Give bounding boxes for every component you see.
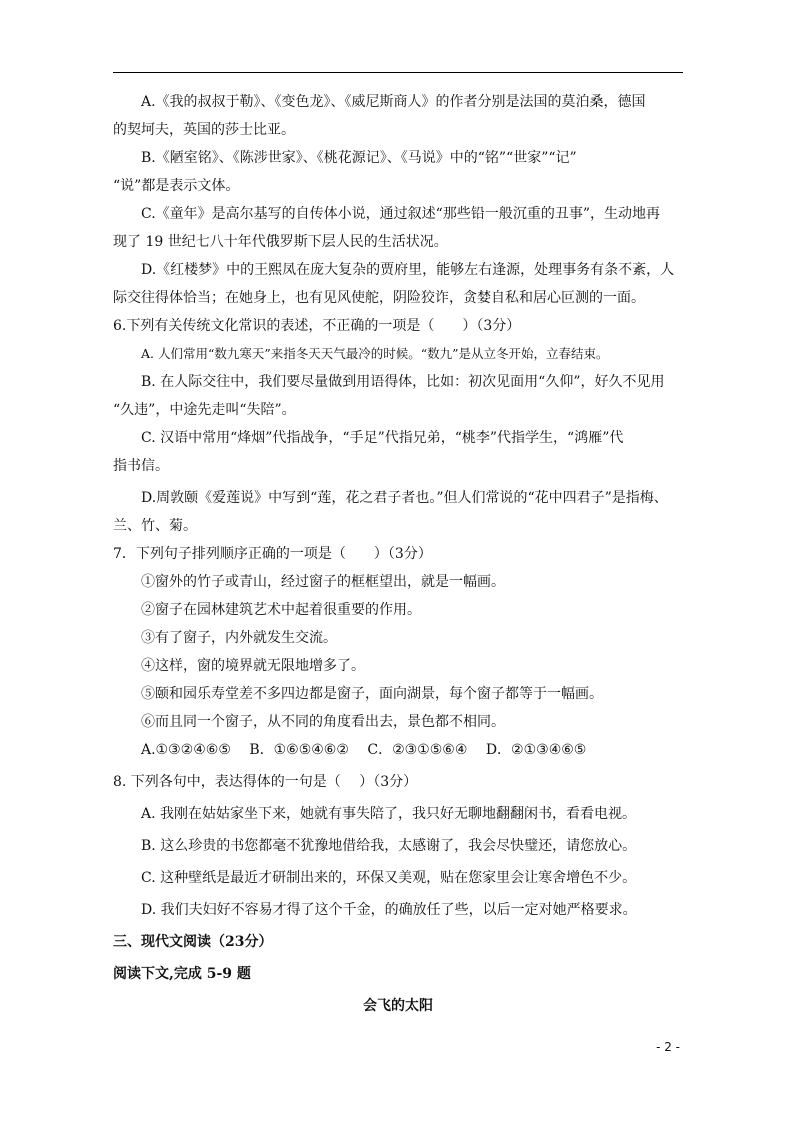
text-line: ③有了窗子，内外就发生交流。 [141, 630, 337, 646]
reading-instruction: 阅读下文,完成 5-9 题 [113, 966, 251, 982]
text-line: C. 这种壁纸是最近才研制出来的，环保又美观，贴在您家里会让寒舍增色不少。 [141, 870, 637, 886]
text-line: ⑥而且同一个窗子，从不同的角度看出去，景色都不相同。 [141, 714, 505, 730]
text-line: B. 这么珍贵的书您都毫不犹豫地借给我，太感谢了，我会尽快璧还，请您放心。 [141, 838, 637, 854]
text-line: B. 在人际交往中，我们要尽量做到用语得体，比如：初次见面用“久仰”，好久不见用 [141, 374, 665, 390]
text-line: 的契坷夫，英国的莎士比亚。 [113, 122, 295, 138]
text-line: 7．下列句子排列顺序正确的一项是（ ）（3分） [113, 546, 432, 562]
article-title: 会飞的太阳 [363, 998, 433, 1014]
page-number: - 2 - [656, 1040, 680, 1054]
text-line: A.《我的叔叔于勒》、《变色龙》、《威尼斯商人》的作者分别是法国的莫泊桑，德国 [141, 94, 646, 110]
text-line: D. 我们夫妇好不容易才得了这个千金，的确放任了些，以后一定对她严格要求。 [141, 902, 637, 918]
text-line: “说”都是表示文体。 [113, 178, 240, 194]
text-line: 现了 19 世纪七八十年代俄罗斯下层人民的生活状况。 [113, 234, 448, 250]
text-line: “久违”，中途先走叫“失陪”。 [113, 402, 296, 418]
text-line: D.周敦颐《爱莲说》中写到“莲，花之君子者也。”但人们常说的“花中四君子”是指梅、 [141, 490, 668, 506]
text-lines [113, 88, 683, 924]
text-line: 8. 下列各句中，表达得体的一句是（ ）（3分） [113, 774, 418, 790]
page-content [113, 88, 683, 1020]
text-line: 指书信。 [113, 458, 169, 474]
text-line: 兰、竹、菊。 [113, 518, 197, 534]
text-line: C.《童年》是高尔基写的自传体小说，通过叙述“那些铅一般沉重的丑事”，生动地再 [141, 206, 660, 222]
text-line: D.《红楼梦》中的王熙凤在庞大复杂的贾府里，能够左右逢源，处理事务有条不紊，人 [141, 262, 675, 278]
text-line: C. 汉语中常用“烽烟”代指战争，“手足”代指兄弟，“桃李”代指学生，“鸿雁”代 [141, 430, 624, 446]
text-line: ②窗子在园林建筑艺术中起着很重要的作用。 [141, 602, 421, 618]
text-line: A. 人们常用“数九寒天”来指冬天天气最冷的时候。“数九”是从立冬开始，立春结束。 [141, 346, 609, 361]
text-line: ①窗外的竹子或青山，经过窗子的框框望出，就是一幅画。 [141, 574, 505, 590]
text-line: 际交往得体恰当；在她身上，也有见风使舵，阴险狡诈，贪婪自私和居心叵测的一面。 [113, 290, 645, 306]
section-title: 三、现代文阅读（23分） [113, 934, 273, 950]
text-line: ⑤颐和园乐寿堂差不多四边都是窗子，面向湖景，每个窗子都等于一幅画。 [141, 686, 603, 702]
text-line: A.①③②④⑥⑤ B．①⑥⑤④⑥② C．②③①⑤⑥④ D．②①③④⑥⑤ [141, 742, 587, 758]
text-line: B.《陋室铭》、《陈涉世家》、《桃花源记》、《马说》中的“铭”“世家”“记” [141, 150, 577, 166]
header-rule [113, 72, 683, 73]
text-line: 6.下列有关传统文化常识的表述，不正确的一项是（ ）（3分） [113, 318, 521, 334]
text-line: A. 我刚在姑姑家坐下来，她就有事失陪了，我只好无聊地翻翻闲书，看看电视。 [141, 806, 637, 822]
text-line: ④这样，窗的境界就无限地增多了。 [141, 658, 365, 674]
